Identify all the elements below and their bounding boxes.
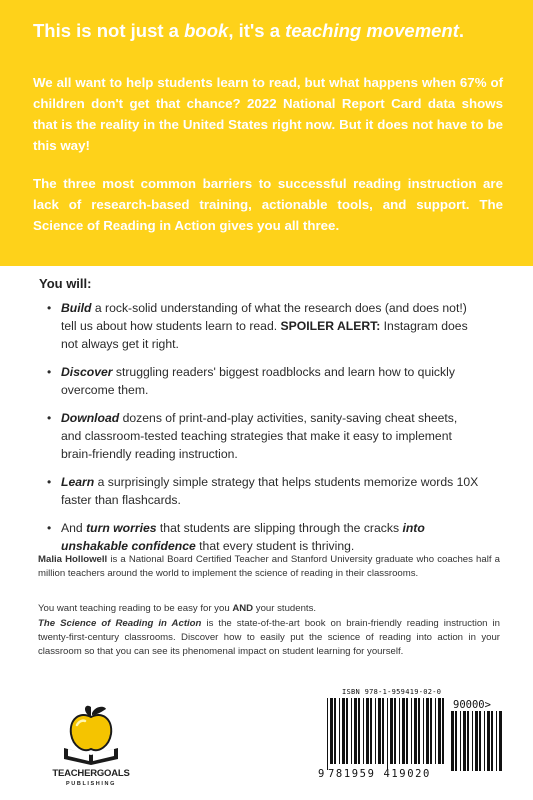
publisher-name: TEACHERGOALS [52,768,130,779]
barcode-bar [342,698,345,764]
barcode-bar [334,698,336,764]
barcode-bar [487,711,490,771]
barcode-bar [460,711,461,771]
barcode-bar [339,698,340,764]
isbn-barcode [327,698,447,770]
barcode-bar [402,698,405,764]
barcode-bar [354,698,357,764]
barcode-bar [411,698,412,764]
barcode-bar [430,698,432,764]
list-item: • And turn worries that students are slipping through the cracks into unshakable confidence that every student is thriving. [39,519,479,555]
barcode-bar [426,698,429,764]
barcode-bar [438,698,441,764]
list-item: • Download dozens of print-and-play activities, sanity-saving cheat sheets, and classroom-tested teaching strategies that make it easy to implement brain-friendly reading instruction. [39,409,479,463]
top-panel [0,0,533,266]
barcode-bar [387,698,388,770]
barcode-bar [370,698,372,764]
isbn-number: 781959 419020 [328,768,431,780]
barcode-bar [346,698,348,764]
barcode-bar [414,698,417,764]
barcode-bar [375,698,376,764]
barcode-bar [423,698,424,764]
barcode-bar [442,698,444,764]
barcode-bar [451,711,454,771]
barcode-bar [366,698,369,764]
barcode-bar [330,698,333,764]
barcode-bar [484,711,485,771]
book-description: The Science of Reading in Action is the state-of-the-art book on brain-friendly reading instruction in twenty-first-century classrooms. Discover how to easily put the science of reading into action in your classroom so that you can see its phenomenal impact on student learning for yourself. [38,618,500,657]
barcode-bar [378,698,381,764]
apple-books-logo-icon [58,703,124,767]
list-item: • Discover struggling readers' biggest roadblocks and learn how to quickly overcome them. [39,363,479,399]
headline: This is not just a book, it's a teaching movement. [33,20,465,41]
list-item: • Learn a surprisingly simple strategy that helps students memorize words 10X faster than flashcards. [39,473,479,509]
price-barcode [451,711,503,771]
barriers-paragraph: The three most common barriers to successful reading instruction are lack of research-based training, actionable tools, and support. The Science of Reading in Action gives you all three. [33,176,503,233]
barcode-bar [435,698,436,764]
barcode-bar [390,698,393,764]
barcode-bar [363,698,364,764]
teaching-line: You want teaching reading to be easy for you AND your students. [38,603,317,614]
barcode-bar [463,711,466,771]
list-item: • Build a rock-solid understanding of what the research does (and does not!) tell us about how students learn to read. SPOILER ALERT: Instagram does not always get it right. [39,299,479,353]
barcode-bar [472,711,473,771]
barcode-bar [499,711,502,771]
author-bio: Malia Hollowell is a National Board Certified Teacher and Stanford University graduate who coaches half a million teachers around the world to implement the science of reading in their classrooms. [38,554,500,579]
barcode-bar [479,711,481,771]
barcode-bar [496,711,497,771]
barcode-bar [467,711,469,771]
barcode-bar [455,711,457,771]
barcode-bar [491,711,493,771]
barcode-bar [399,698,400,764]
you-will-heading: You will: [39,276,92,291]
barcode-bar [418,698,420,764]
barcode-bar [382,698,384,764]
barcode-bar [351,698,352,764]
barcode-bar [406,698,408,764]
barcode-bar [394,698,396,764]
barcode-bar [327,698,328,770]
intro-paragraph: We all want to help students learn to read, but what happens when 67% of children don't get that chance? 2022 National Report Card data shows that is the reality in the United States right now. But it does not have to be this way! [33,75,503,153]
barcode-bar [475,711,478,771]
isbn-label: ISBN 978-1-959419-02-0 [342,688,442,696]
publisher-subtitle: PUBLISHING [66,781,116,787]
isbn-first-digit: 9 [318,768,325,780]
benefits-list [39,299,479,555]
price-code: 90000> [453,699,491,711]
barcode-bar [358,698,360,764]
